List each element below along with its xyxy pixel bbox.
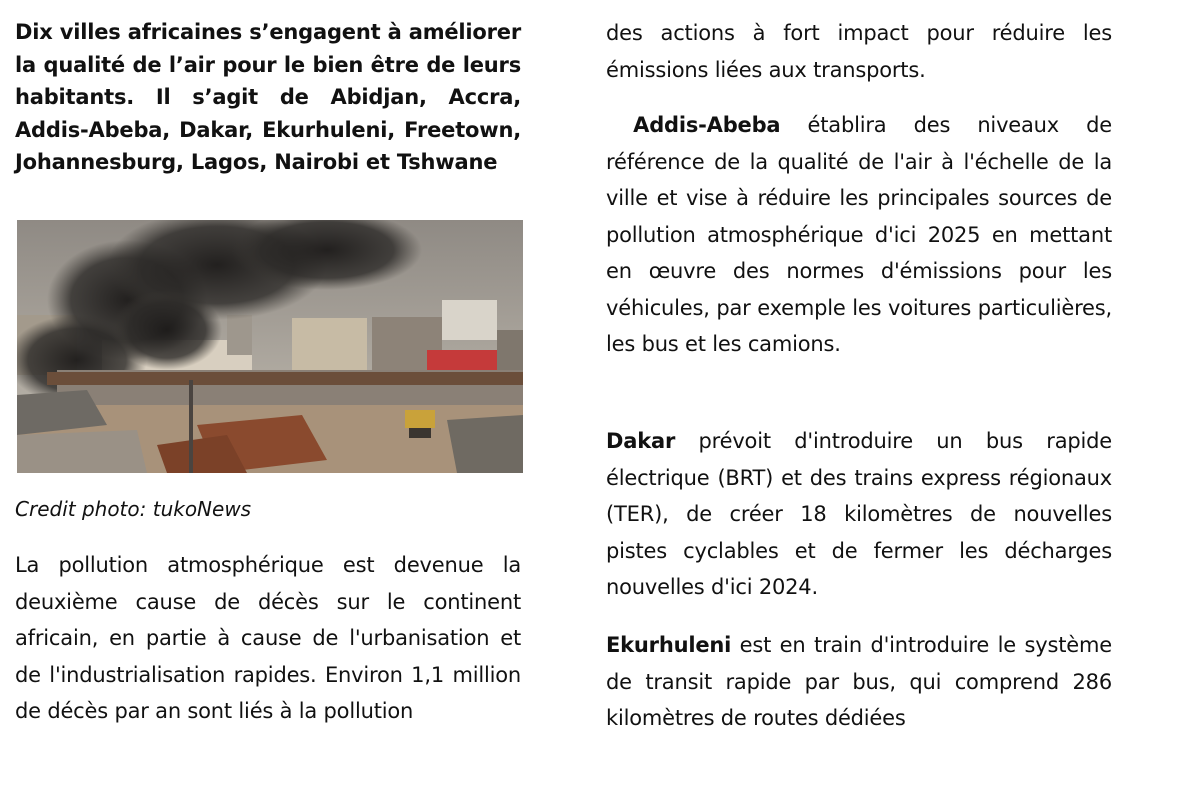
left-column [15,0,521,179]
smoke-over-city-illustration [17,220,523,473]
article-lead: Dix villes africaines s’engagent à améliorer la qualité de l’air pour le bien être de leurs habitants. Il s’agit de Abidjan, Accra, Addis-Abeba, Dakar, Ekurhuleni, Freetown, Johannesburg, Lagos, Nairobi et Tshwane [15,20,521,174]
intro-paragraph: La pollution atmosphérique est devenue la deuxième cause de décès sur le continent africain, en partie à cause de l'urbanisation et de l'industrialisation rapides. Environ 1,1 million de décès par an sont liés à la pollution [15,553,521,723]
city-paragraph-addis-abeba [606,107,1112,363]
article-photo [17,220,523,473]
city-name: Dakar [606,429,676,453]
continuation-paragraph: des actions à fort impact pour réduire les émissions liées aux transports. [606,21,1112,82]
city-paragraph-ekurhuleni [606,627,1112,737]
city-text: établira des niveaux de référence de la qualité de l'air à l'échelle de la ville et vise à réduire les principales sources de pollution atmosphérique d'ici 2025 en mettant en œuvre des normes d'émissions pour les véhicules, par exemple les voitures particulières, les bus et les camions. [606,113,1112,356]
photo-credit: Credit photo: tukoNews [15,497,252,521]
city-text: est en train d'introduire le système de transit rapide par bus, qui comprend 286 kilomètres de routes dédiées [606,633,1112,730]
city-text: prévoit d'introduire un bus rapide électrique (BRT) et des trains express régionaux (TER), de créer 18 kilomètres de nouvelles pistes cyclables et de fermer les décharges nouvelles d'ici 2024. [606,429,1112,599]
right-column [606,0,1112,800]
city-paragraph-dakar [606,423,1112,606]
city-name: Addis-Abeba [633,113,781,137]
city-name: Ekurhuleni [606,633,732,657]
